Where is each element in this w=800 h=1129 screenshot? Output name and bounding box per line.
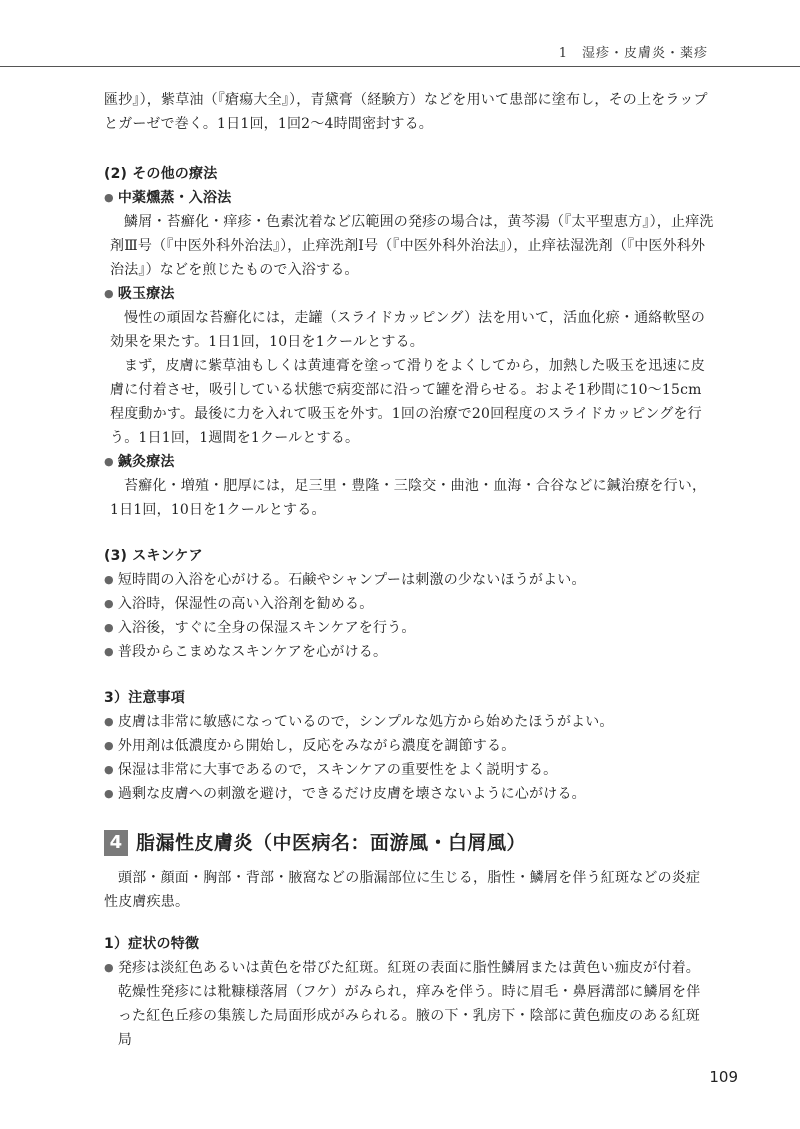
bullet-dot-icon: ● <box>104 597 114 610</box>
bullet-dot-icon: ● <box>104 739 114 752</box>
list-item-text: 入浴時，保湿性の高い入浴剤を勧める。 <box>117 596 374 612</box>
notes-heading: 3）注意事項 <box>104 690 185 706</box>
bullet-dot-icon: ● <box>104 621 114 634</box>
list-item <box>104 710 714 734</box>
item-heading-cupping <box>104 282 714 306</box>
bullet-dot-icon: ● <box>104 787 114 800</box>
item-label: 中薬燻蒸・入浴法 <box>117 190 232 206</box>
list-item-text: 入浴後，すぐに全身の保湿スキンケアを行う。 <box>117 620 416 636</box>
list-item-text: 普段からこまめなスキンケアを心がける。 <box>117 644 388 660</box>
list-item <box>104 782 714 806</box>
cupping-paragraph-1: 慢性の頑固な苔癬化には，走罐（スライドカッピング）法を用いて，活血化瘀・通絡軟堅の効果を果たす。1日1回，10日を1クールとする。 <box>110 310 706 350</box>
list-item-text: 発疹は淡紅色あるいは黄色を帯びた紅斑。紅斑の表面に脂性鱗屑または黄色い痂皮が付着。乾燥性発疹には粃糠様落屑（フケ）がみられ，痒みを伴う。時に眉毛・鼻唇溝部に鱗屑を伴った紅色丘疹の集簇した局面形成がみられる。腋の下・乳房下・陰部に黄色痂皮のある紅斑局 <box>117 960 701 1048</box>
item-heading-acupuncture <box>104 450 714 474</box>
bullet-dot-icon: ● <box>104 961 114 974</box>
bullet-dot-icon: ● <box>104 573 114 586</box>
list-item <box>104 568 714 592</box>
section-4-intro: 頭部・顔面・胸部・背部・腋窩などの脂漏部位に生じる，脂性・鱗屑を伴う紅斑などの炎症性皮膚疾患。 <box>104 870 701 910</box>
cupping-paragraph-2: まず，皮膚に紫草油もしくは黄連膏を塗って滑りをよくしてから，加熱した吸玉を迅速に皮膚に付着させ，吸引している状態で病変部に沿って罐を滑らせる。およそ1秒間に10～15cm程度動かす。最後に力を入れて吸玉を外す。1回の治療で20回程度のスライドカッピングを行う。1日1回，1週間を1クールとする。 <box>110 358 706 446</box>
list-item <box>104 616 714 640</box>
other-therapies-heading: (2) その他の療法 <box>104 166 218 182</box>
page-number: 109 <box>709 1068 738 1086</box>
page-body <box>104 88 714 1052</box>
skincare-heading: (3) スキンケア <box>104 548 203 564</box>
list-item-text: 過剰な皮膚への刺激を避け，できるだけ皮膚を壊さないように心がける。 <box>117 786 586 802</box>
list-item-text: 皮膚は非常に敏感になっているので，シンプルな処方から始めたほうがよい。 <box>117 714 614 730</box>
running-head: 1 湿疹・皮膚炎・薬疹 <box>558 46 708 61</box>
list-item <box>104 640 714 664</box>
bullet-dot-icon: ● <box>104 715 114 728</box>
section-number-badge: 4 <box>104 830 128 856</box>
list-item-text: 外用剤は低濃度から開始し，反応をみながら濃度を調節する。 <box>117 738 516 754</box>
fumigation-paragraph: 鱗屑・苔癬化・痒疹・色素沈着など広範囲の発疹の場合は，黄芩湯（『太平聖恵方』），止痒洗剤Ⅲ号（『中医外科外治法』），止痒洗剤Ⅰ号（『中医外科外治法』），止痒祛湿洗剤（『中医外科外治法』）などを煎じたもので入浴する。 <box>110 214 714 278</box>
features-heading: 1）症状の特徴 <box>104 936 200 952</box>
item-heading-fumigation <box>104 186 714 210</box>
section-4-heading <box>104 830 714 856</box>
list-item <box>104 758 714 782</box>
item-label: 吸玉療法 <box>117 286 175 302</box>
list-item-text: 短時間の入浴を心がける。石鹸やシャンプーは刺激の少ないほうがよい。 <box>117 572 586 588</box>
continuation-paragraph: 匯抄』），紫草油（『瘡瘍大全』），青黛膏（経験方）などを用いて患部に塗布し，その上をラップとガーゼで巻く。1日1回，1回2～4時間密封する。 <box>104 92 708 132</box>
bullet-dot-icon: ● <box>104 455 114 468</box>
bullet-dot-icon: ● <box>104 287 114 300</box>
section-title: 脂漏性皮膚炎（中医病名：面游風・白屑風） <box>136 832 527 854</box>
bullet-dot-icon: ● <box>104 763 114 776</box>
header-rule <box>0 66 800 67</box>
bullet-dot-icon: ● <box>104 191 114 204</box>
list-item <box>104 956 714 1052</box>
item-label: 鍼灸療法 <box>117 454 175 470</box>
acupuncture-paragraph: 苔癬化・増殖・肥厚には，足三里・豊隆・三陰交・曲池・血海・合谷などに鍼治療を行い，1日1回，10日を1クールとする。 <box>110 478 707 518</box>
list-item <box>104 592 714 616</box>
list-item <box>104 734 714 758</box>
list-item-text: 保湿は非常に大事であるので，スキンケアの重要性をよく説明する。 <box>117 762 558 778</box>
bullet-dot-icon: ● <box>104 645 114 658</box>
